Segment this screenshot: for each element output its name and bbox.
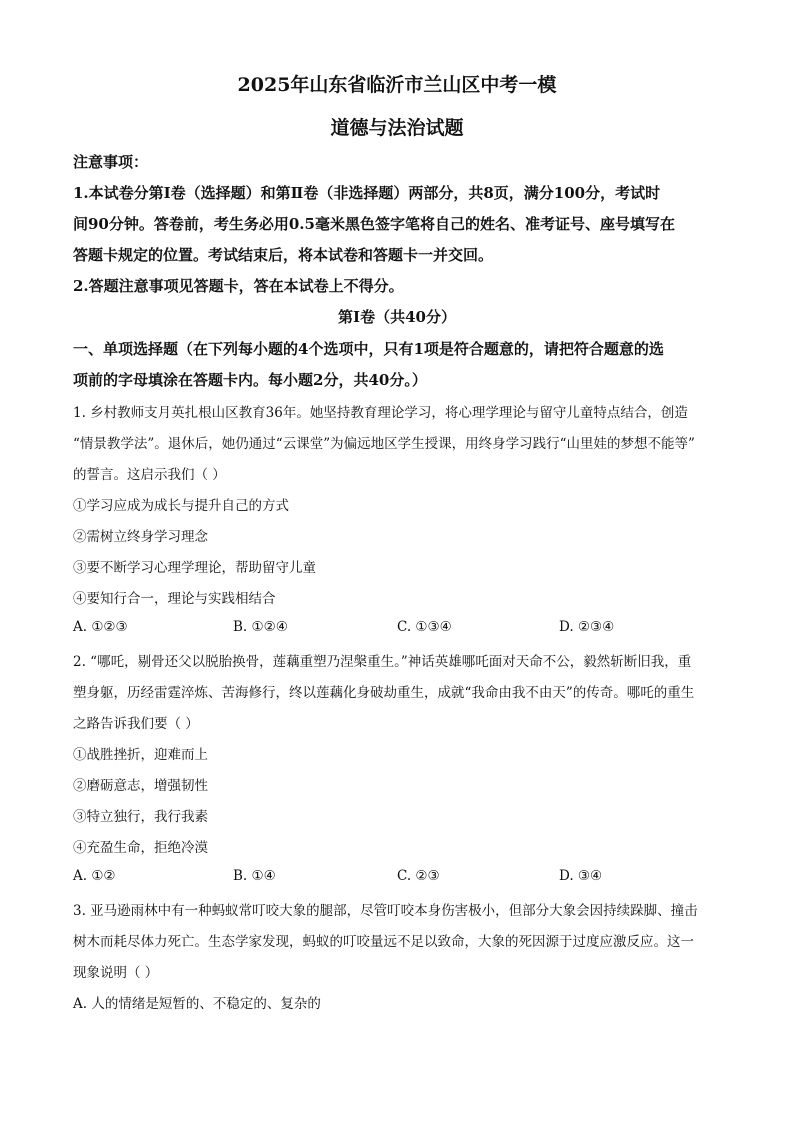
question-2-statement-3: ③特立独行，我行我素 bbox=[73, 809, 208, 825]
notice-item-2: 2.答题注意事项见答题卡，答在本试卷上不得分。 bbox=[73, 277, 404, 295]
question-3-stem-line-1: 3. 亚马逊雨林中有一种蚂蚁常叮咬大象的腿部，尽管叮咬本身伤害极小，但部分大象会因持续跺脚、撞击 bbox=[73, 903, 698, 919]
section-instruction-line-1: 一、单项选择题（在下列每小题的4个选项中，只有1项是符合题意的，请把符合题意的选 bbox=[73, 340, 664, 358]
question-1-option-a: A. ①②③ bbox=[73, 619, 128, 635]
question-3-option-a: A. 人的情绪是短暂的、不稳定的、复杂的 bbox=[73, 996, 321, 1012]
question-1-statement-2: ②需树立终身学习理念 bbox=[73, 529, 208, 545]
question-2-option-d: D. ③④ bbox=[559, 868, 603, 884]
question-3-stem-line-3: 现象说明（ ） bbox=[73, 965, 159, 981]
question-2-statement-2: ②磨砺意志，增强韧性 bbox=[73, 778, 208, 794]
notice-item-1-line-3: 答题卡规定的位置。考试结束后，将本试卷和答题卡一并交回。 bbox=[73, 246, 494, 264]
question-1-statement-3: ③要不断学习心理学理论，帮助留守儿童 bbox=[73, 560, 316, 576]
question-1-statement-4: ④要知行合一，理论与实践相结合 bbox=[73, 591, 276, 607]
notice-heading: 注意事项： bbox=[73, 153, 149, 171]
question-1-option-b: B. ①②④ bbox=[233, 619, 288, 635]
question-2-stem-line-2: 塑身躯，历经雷霆淬炼、苦海修行，终以莲藕化身破劫重生，成就“我命由我不由天”的传奇。哪吒的重生 bbox=[73, 685, 695, 701]
question-1-stem-line-1: 1. 乡村教师支月英扎根山区教育36年。她坚持教育理论学习，将心理学理论与留守儿童特点结合，创造 bbox=[73, 405, 688, 421]
question-2-stem-line-1: 2. “哪吒，剔骨还父以脱胎换骨，莲藕重塑乃涅槃重生。”神话英雄哪吒面对天命不公，毅然斩断旧我，重 bbox=[73, 654, 692, 670]
notice-item-1-line-2: 间90分钟。答卷前，考生务必用0.5毫米黑色签字笔将自己的姓名、准考证号、座号填写在 bbox=[73, 215, 675, 233]
question-2-statement-1: ①战胜挫折，迎难而上 bbox=[73, 747, 208, 763]
notice-item-1-line-1: 1.本试卷分第Ⅰ卷（选择题）和第Ⅱ卷（非选择题）两部分，共8页，满分100分，考试时 bbox=[73, 184, 661, 202]
question-2-option-b: B. ①④ bbox=[233, 868, 276, 884]
question-3-stem-line-2: 树木而耗尽体力死亡。生态学家发现，蚂蚁的叮咬量远不足以致命，大象的死因源于过度应激反应。这一 bbox=[73, 934, 694, 950]
question-2-option-c: C. ②③ bbox=[397, 868, 440, 884]
question-2-stem-line-3: 之路告诉我们要（ ） bbox=[73, 716, 199, 732]
exam-title: 2025年山东省临沂市兰山区中考一模 bbox=[237, 74, 557, 96]
section-instruction-line-2: 项前的字母填涂在答题卡内。每小题2分，共40分。） bbox=[73, 371, 427, 389]
question-1-stem-line-3: 的誓言。这启示我们（ ） bbox=[73, 467, 226, 483]
exam-subject-title: 道德与法治试题 bbox=[330, 117, 464, 139]
question-1-statement-1: ①学习应成为成长与提升自己的方式 bbox=[73, 498, 289, 514]
question-2-option-a: A. ①② bbox=[73, 868, 116, 884]
question-1-option-d: D. ②③④ bbox=[559, 619, 615, 635]
question-1-option-c: C. ①③④ bbox=[397, 619, 452, 635]
question-1-stem-line-2: “情景教学法”。退休后，她仍通过“云课堂”为偏远地区学生授课，用终身学习践行“山里娃的梦想不能等” bbox=[73, 436, 695, 452]
question-2-statement-4: ④充盈生命，拒绝冷漠 bbox=[73, 840, 208, 856]
part-title: 第Ⅰ卷（共40分） bbox=[338, 308, 456, 326]
